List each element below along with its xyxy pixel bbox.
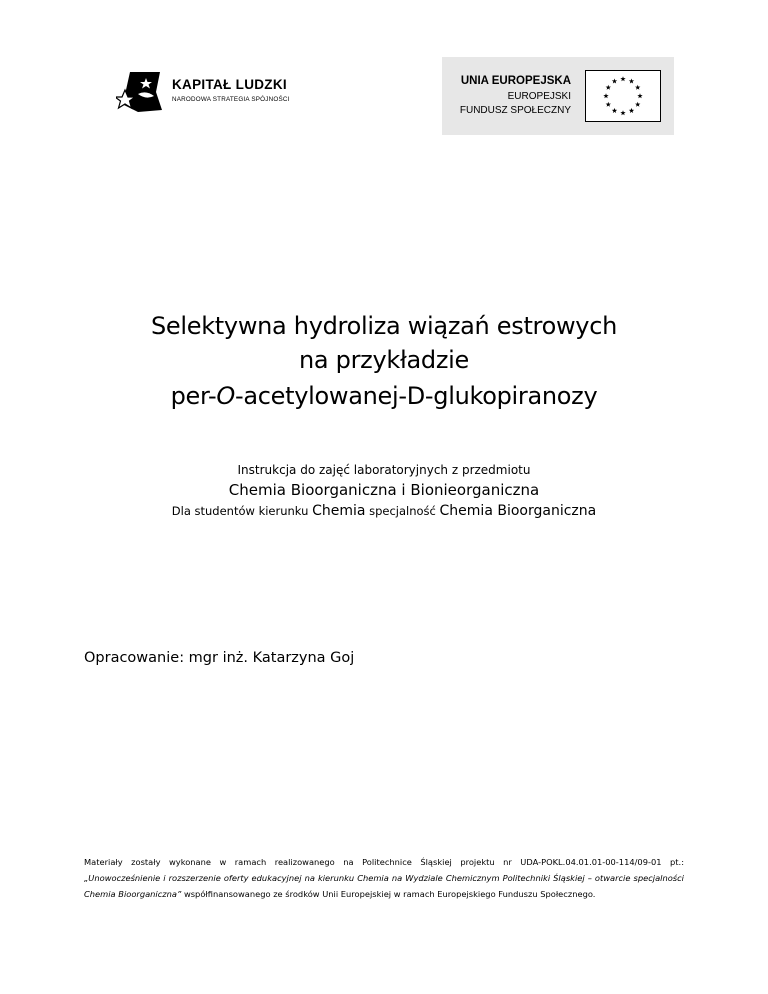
instruction-text: Instrukcja do zajęć laboratoryjnych z przedmiotu [237,463,531,477]
eu-star-icon [620,76,625,81]
page-title-line1: Selektywna hydroliza wiązań estrowych [150,312,618,340]
title-italic-o: O [216,382,235,410]
funding-footer [84,854,684,902]
footer-part2: współfinansowanego ze środków Unii Europejskiej w ramach Europejskiego Funduszu Społecznego. [181,889,596,899]
eu-star-icon [635,102,640,107]
footer-part1: Materiały zostały wykonane w ramach realizowanego na Politechnice Śląskiej projektu nr UDA-POKL.04.01.01-00-114/09-01 pt.: [84,857,684,867]
eu-flag-icon [585,70,661,122]
page-title-line3 [0,382,768,410]
eu-star-icon [629,108,634,113]
eu-logo-line1: UNIA EUROPEJSKA [460,75,571,87]
title-prefix: per- [170,382,217,410]
eu-star-icon [603,93,608,98]
eu-star-icon [612,108,617,113]
eu-star-icon [606,102,611,107]
kapital-ludzki-title: KAPITAŁ LUDZKI [172,77,287,92]
specialty-label: specjalność [369,504,436,518]
kapital-ludzki-emblem-icon [116,70,164,114]
eu-star-icon [612,78,617,83]
field-name: Chemia [312,503,366,519]
kapital-ludzki-logo [116,70,326,114]
eu-star-icon [635,85,640,90]
audience-line [0,503,768,519]
audience-prefix: Dla studentów kierunku [171,504,309,518]
eu-logo [442,57,674,135]
eu-star-icon [606,85,611,90]
eu-star-icon [620,110,625,115]
footer-project-title: „Unowocześnienie i rozszerzenie oferty edukacyjnej na kierunku Chemia na Wydziale Chemicznym Politechniki Śląskiej – otwarcie specjalności Chemia Bioorganiczna” [84,873,684,899]
page-title-line2: na przykładzie [299,346,469,374]
specialty-name: Chemia Bioorganiczna [439,503,597,519]
eu-logo-line2: EUROPEJSKI [507,91,571,102]
course-name: Chemia Bioorganiczna i Bionieorganiczna [228,481,540,499]
eu-logo-line3: FUNDUSZ SPOŁECZNY [459,105,571,116]
eu-stars-icon [586,71,660,121]
kapital-ludzki-subtitle: NARODOWA STRATEGIA SPÓJNOŚCI [172,96,290,103]
eu-star-icon [629,78,634,83]
title-suffix: -acetylowanej-D-glukopiranozy [235,382,598,410]
eu-star-icon [637,93,642,98]
author-line: Opracowanie: mgr inż. Katarzyna Goj [84,650,355,666]
